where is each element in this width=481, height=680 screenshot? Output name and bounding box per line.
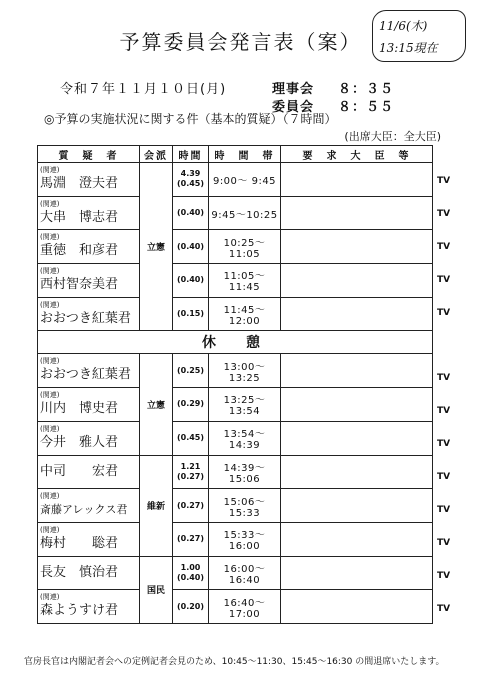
col-ministers: 要 求 大 臣 等	[281, 146, 433, 163]
time-slot: 13:54〜14:39	[209, 421, 281, 455]
tv-marker: TV	[437, 439, 451, 449]
duration-cell: (0.40)	[173, 230, 209, 264]
related-tag: (関連)	[40, 424, 60, 433]
table-row	[38, 230, 433, 264]
col-party: 会派	[140, 146, 173, 163]
table-row	[38, 297, 433, 331]
table-row	[38, 388, 433, 422]
questioner-name: 大串 博志君	[40, 209, 119, 225]
related-tag: (関連)	[40, 357, 60, 366]
duration-cell: (0.25)	[173, 354, 209, 388]
table-row	[38, 264, 433, 298]
duration-cell	[173, 163, 209, 197]
time-slot: 11:05〜11:45	[209, 264, 281, 298]
tv-marker: TV	[437, 209, 451, 219]
questioner-name: 斎藤アレックス君	[40, 503, 128, 517]
duration-cell	[173, 556, 209, 590]
time-slot: 16:00〜16:40	[209, 556, 281, 590]
party-cell: 国民	[140, 556, 173, 623]
board-session	[272, 78, 394, 97]
party-cell: 立憲	[140, 163, 173, 331]
time-slot: 16:40〜17:00	[209, 590, 281, 624]
party-cell: 立憲	[140, 354, 173, 455]
ministers-cell	[281, 590, 433, 624]
questioner-name: 今井 雅人君	[40, 434, 119, 450]
duration-cell: (0.27)	[173, 489, 209, 523]
time-slot: 11:45〜12:00	[209, 297, 281, 331]
tv-marker: TV	[437, 275, 451, 285]
related-tag: (関連)	[40, 525, 60, 534]
questioner-name: 梅村 聡君	[40, 535, 119, 551]
tv-marker: TV	[437, 308, 451, 318]
questioner-name: 中司 宏君	[40, 463, 119, 479]
related-tag: (関連)	[40, 165, 60, 174]
time-slot: 13:25〜13:54	[209, 388, 281, 422]
memo-time: 13:15現在	[379, 41, 438, 55]
tv-marker: TV	[437, 406, 451, 416]
questioner-name: 森ようすけ君	[40, 603, 119, 619]
ministers-cell	[281, 264, 433, 298]
time-slot: 14:39〜15:06	[209, 455, 281, 489]
memo-date: 11/6(木)	[379, 19, 428, 33]
time-slot: 9:00〜 9:45	[209, 163, 281, 197]
ministers-cell	[281, 297, 433, 331]
ministers-cell	[281, 522, 433, 556]
col-questioner: 質 疑 者	[38, 146, 140, 163]
questioner-name: 重徳 和彦君	[40, 243, 119, 259]
questioner-name: 馬淵 澄夫君	[40, 175, 119, 191]
related-tag: (関連)	[40, 233, 60, 242]
duration-cell: (0.45)	[173, 421, 209, 455]
ministers-cell	[281, 354, 433, 388]
questioner-name: おおつき紅葉君	[40, 310, 131, 326]
ministers-cell	[281, 388, 433, 422]
related-tag: (関連)	[40, 492, 60, 501]
questioner-name: おおつき紅葉君	[40, 367, 131, 383]
agenda-topic: ◎予算の実施状況に関する件（基本的質疑）（７時間）	[44, 112, 337, 126]
table-row	[38, 556, 433, 590]
col-duration: 時間	[173, 146, 209, 163]
tv-marker: TV	[437, 472, 451, 482]
related-tag: (関連)	[40, 300, 60, 309]
meeting-date: 令和７年１１月１０日(月)	[60, 82, 227, 97]
own-duration: (0.45)	[176, 179, 205, 189]
board-label: 理事会	[272, 82, 315, 97]
time-slot: 15:33〜16:00	[209, 522, 281, 556]
related-tag: (関連)	[40, 390, 60, 399]
time-slot: 13:00〜13:25	[209, 354, 281, 388]
related-tag: (関連)	[40, 593, 60, 602]
break-row	[38, 331, 433, 354]
ministers-cell	[281, 421, 433, 455]
questioner-name: 長友 慎治君	[40, 564, 119, 580]
ministers-cell	[281, 230, 433, 264]
table-row	[38, 590, 433, 624]
time-slot: 9:45〜10:25	[209, 196, 281, 230]
table-row	[38, 455, 433, 489]
committee-label: 委員会	[272, 100, 315, 115]
col-slot: 時 間 帯	[209, 146, 281, 163]
own-duration: (0.27)	[176, 471, 205, 481]
time-slot: 10:25〜11:05	[209, 230, 281, 264]
footer-note: 官房長官は内閣記者会への定例記者会見のため、10:45〜11:30、15:45〜16:30 の間退席いたします。	[24, 657, 445, 667]
ministers-cell	[281, 455, 433, 489]
attendance-note: (出席大臣：全大臣)	[344, 130, 441, 143]
break-label: 休 憩	[38, 331, 433, 354]
total-duration: 1.21	[180, 461, 201, 471]
questioner-name: 西村智奈美君	[40, 276, 119, 292]
tv-marker: TV	[437, 604, 451, 614]
party-cell: 維新	[140, 455, 173, 556]
committee-time: ８：５５	[338, 100, 395, 115]
ministers-cell	[281, 196, 433, 230]
ministers-cell	[281, 489, 433, 523]
tv-marker: TV	[437, 538, 451, 548]
table-row	[38, 163, 433, 197]
related-tag: (関連)	[40, 199, 60, 208]
duration-cell: (0.29)	[173, 388, 209, 422]
time-slot: 15:06〜15:33	[209, 489, 281, 523]
total-duration: 1.00	[180, 562, 201, 572]
table-row	[38, 421, 433, 455]
tv-marker: TV	[437, 571, 451, 581]
duration-cell	[173, 455, 209, 489]
tv-marker: TV	[437, 176, 451, 186]
total-duration: 4.39	[180, 169, 201, 179]
duration-cell: (0.40)	[173, 196, 209, 230]
table-header-row	[38, 146, 433, 163]
related-tag: (関連)	[40, 266, 60, 275]
duration-cell: (0.27)	[173, 522, 209, 556]
ministers-cell	[281, 163, 433, 197]
speaker-schedule-table	[37, 145, 433, 624]
tv-marker: TV	[437, 373, 451, 383]
table-row	[38, 489, 433, 523]
board-time: ８：３５	[338, 82, 395, 97]
ministers-cell	[281, 556, 433, 590]
tv-marker: TV	[437, 242, 451, 252]
duration-cell: (0.40)	[173, 264, 209, 298]
own-duration: (0.40)	[176, 572, 205, 582]
questioner-name: 川内 博史君	[40, 400, 119, 416]
table-row	[38, 354, 433, 388]
table-row	[38, 196, 433, 230]
table-row	[38, 522, 433, 556]
tv-marker: TV	[437, 505, 451, 515]
duration-cell: (0.20)	[173, 590, 209, 624]
duration-cell: (0.15)	[173, 297, 209, 331]
page-title: 予算委員会発言表（案）	[119, 30, 362, 54]
